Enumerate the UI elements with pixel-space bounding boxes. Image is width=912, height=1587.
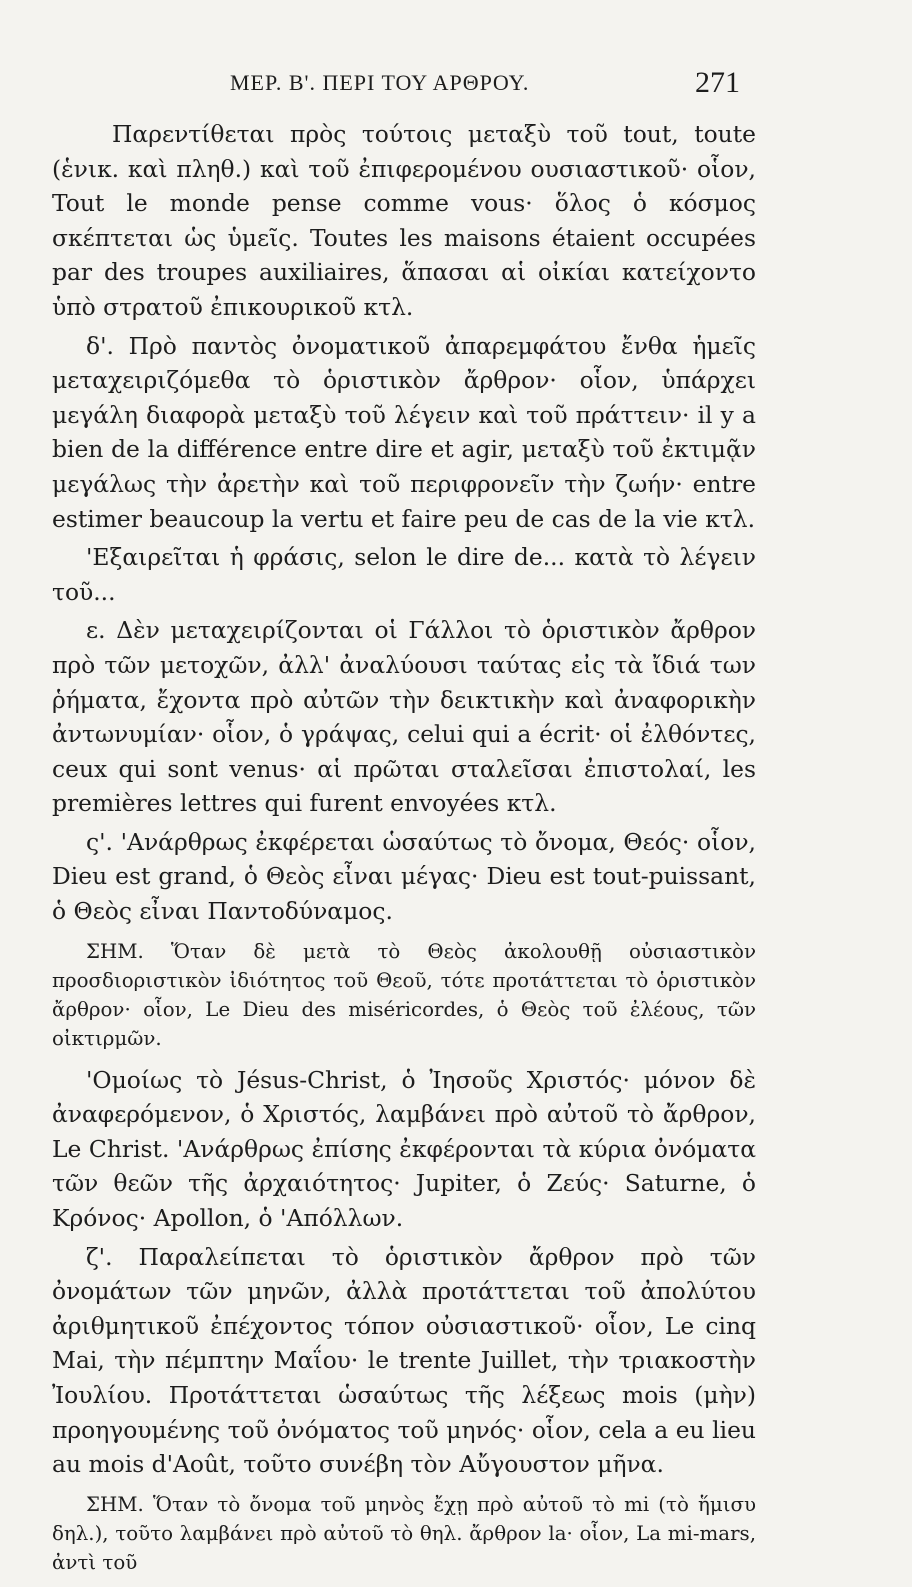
paragraph: ε. Δὲν μεταχειρίζονται οἱ Γάλλοι τὸ ὁριστικὸν ἄρθρον πρὸ τῶν μετοχῶν, ἀλλ' ἀναλύουσι ταύτας εἰς τὰ ἴδιά των ῥήματα, ἔχοντα πρὸ αὐτῶν τὴν δεικτικὴν καὶ ἀναφορικὴν ἀντωνυμίαν· οἷον, ὁ γράψας, celui qui a écrit· οἱ ἐλθόντες, ceux qui sont venus· αἱ πρῶται σταλεῖσαι ἐπιστολαί, les premières lettres qui furent envoyées κτλ. bbox=[52, 616, 756, 818]
paragraph: Παρεντίθεται πρὸς τούτοις μεταξὺ τοῦ tout, toute (ἑνικ. καὶ πληθ.) καὶ τοῦ ἐπιφερομένου ουσιαστικοῦ· οἷον, Tout le monde pense comme vous· ὅλος ὁ κόσμος σκέπτεται ὡς ὑμεῖς. Toutes les maisons étaient occupées par des troupes auxiliaires, ἅπασαι αἱ οἰκίαι κατείχοντο ὑπὸ στρατοῦ ἐπικουρικοῦ κτλ. bbox=[52, 120, 756, 321]
page-header bbox=[200, 66, 740, 106]
paragraph: ς'. 'Ανάρθρως ἐκφέρεται ὡσαύτως τὸ ὄνομα, Θεός· οἷον, Dieu est grand, ὁ Θεὸς εἶναι μέγας· Dieu est tout-puissant, ὁ Θεὸς εἶναι Παντοδύναμος. bbox=[52, 827, 756, 926]
body-text bbox=[52, 117, 756, 1587]
note-paragraph: ΣΗΜ. Ὅταν δὲ μετὰ τὸ Θεὸς ἀκολουθῇ οὐσιαστικὸν προσδιοριστικὸν ἰδιότητος τοῦ Θεοῦ, τότε προτάττεται τὸ ὁριστικὸν ἄρθρον· οἷον, Le Dieu des miséricordes, ὁ Θεὸς τοῦ ἐλέους, τῶν οἰκτιρμῶν. bbox=[52, 939, 756, 1050]
running-head: ΜΕΡ. Β'. ΠΕΡΙ ΤΟΥ ΑΡΘΡΟΥ. bbox=[230, 70, 530, 95]
paragraph: 'Εξαιρεῖται ἡ φράσις, selon le dire de... κατὰ τὸ λέγειν τοῦ... bbox=[52, 543, 756, 606]
note-paragraph: ΣΗΜ. Ὅταν τὸ ὄνομα τοῦ μηνὸς ἔχῃ πρὸ αὐτοῦ τὸ mi (τὸ ἥμισυ δηλ.), τοῦτο λαμβάνει πρὸ αὐτοῦ τὸ θηλ. ἄρθρον la· οἷον, La mi-mars, ἀντὶ τοῦ bbox=[52, 1492, 756, 1574]
paragraph: δ'. Πρὸ παντὸς ὀνοματικοῦ ἀπαρεμφάτου ἔνθα ἡμεῖς μεταχειριζόμεθα τὸ ὁριστικὸν ἄρθρον· οἷον, ὑπάρχει μεγάλη διαφορὰ μεταξὺ τοῦ λέγειν καὶ τοῦ πράττειν· il y a bien de la différence entre dire et agir, μεταξὺ τοῦ ἐκτιμᾷν μεγάλως τὴν ἀρετὴν καὶ τοῦ περιφρονεῖν τὴν ζωήν· entre estimer beaucoup la vertu et faire peu de cas de la vie κτλ. bbox=[52, 331, 756, 533]
paragraph: ζ'. Παραλείπεται τὸ ὁριστικὸν ἄρθρον πρὸ τῶν ὀνομάτων τῶν μηνῶν, ἀλλὰ προτάττεται τοῦ ἀπολύτου ἀριθμητικοῦ ἐπέχοντος τόπον οὐσιαστικοῦ· οἷον, Le cinq Mai, τὴν πέμπτην Μαΐου· le trente Juillet, τὴν τριακοστὴν Ἰουλίου. Προτάττεται ὡσαύτως τῆς λέξεως mois (μὴν) προηγουμένης τοῦ ὀνόματος τοῦ μηνός· οἷον, cela a eu lieu au mois d'Août, τοῦτο συνέβη τὸν Αὔγουστον μῆνα. bbox=[52, 1242, 756, 1479]
paragraph: 'Ομοίως τὸ Jésus-Christ, ὁ Ἰησοῦς Χριστός· μόνον δὲ ἀναφερόμενον, ὁ Χριστός, λαμβάνει πρὸ αὐτοῦ τὸ ἄρθρον, Le Christ. 'Ανάρθρως ἐπίσης ἐκφέρονται τὰ κύρια ὀνόματα τῶν θεῶν τῆς ἀρχαιότητος· Jupiter, ὁ Ζεύς· Saturne, ὁ Κρόνος· Apollon, ὁ 'Απόλλων. bbox=[52, 1065, 756, 1233]
page-number: 271 bbox=[695, 66, 740, 99]
